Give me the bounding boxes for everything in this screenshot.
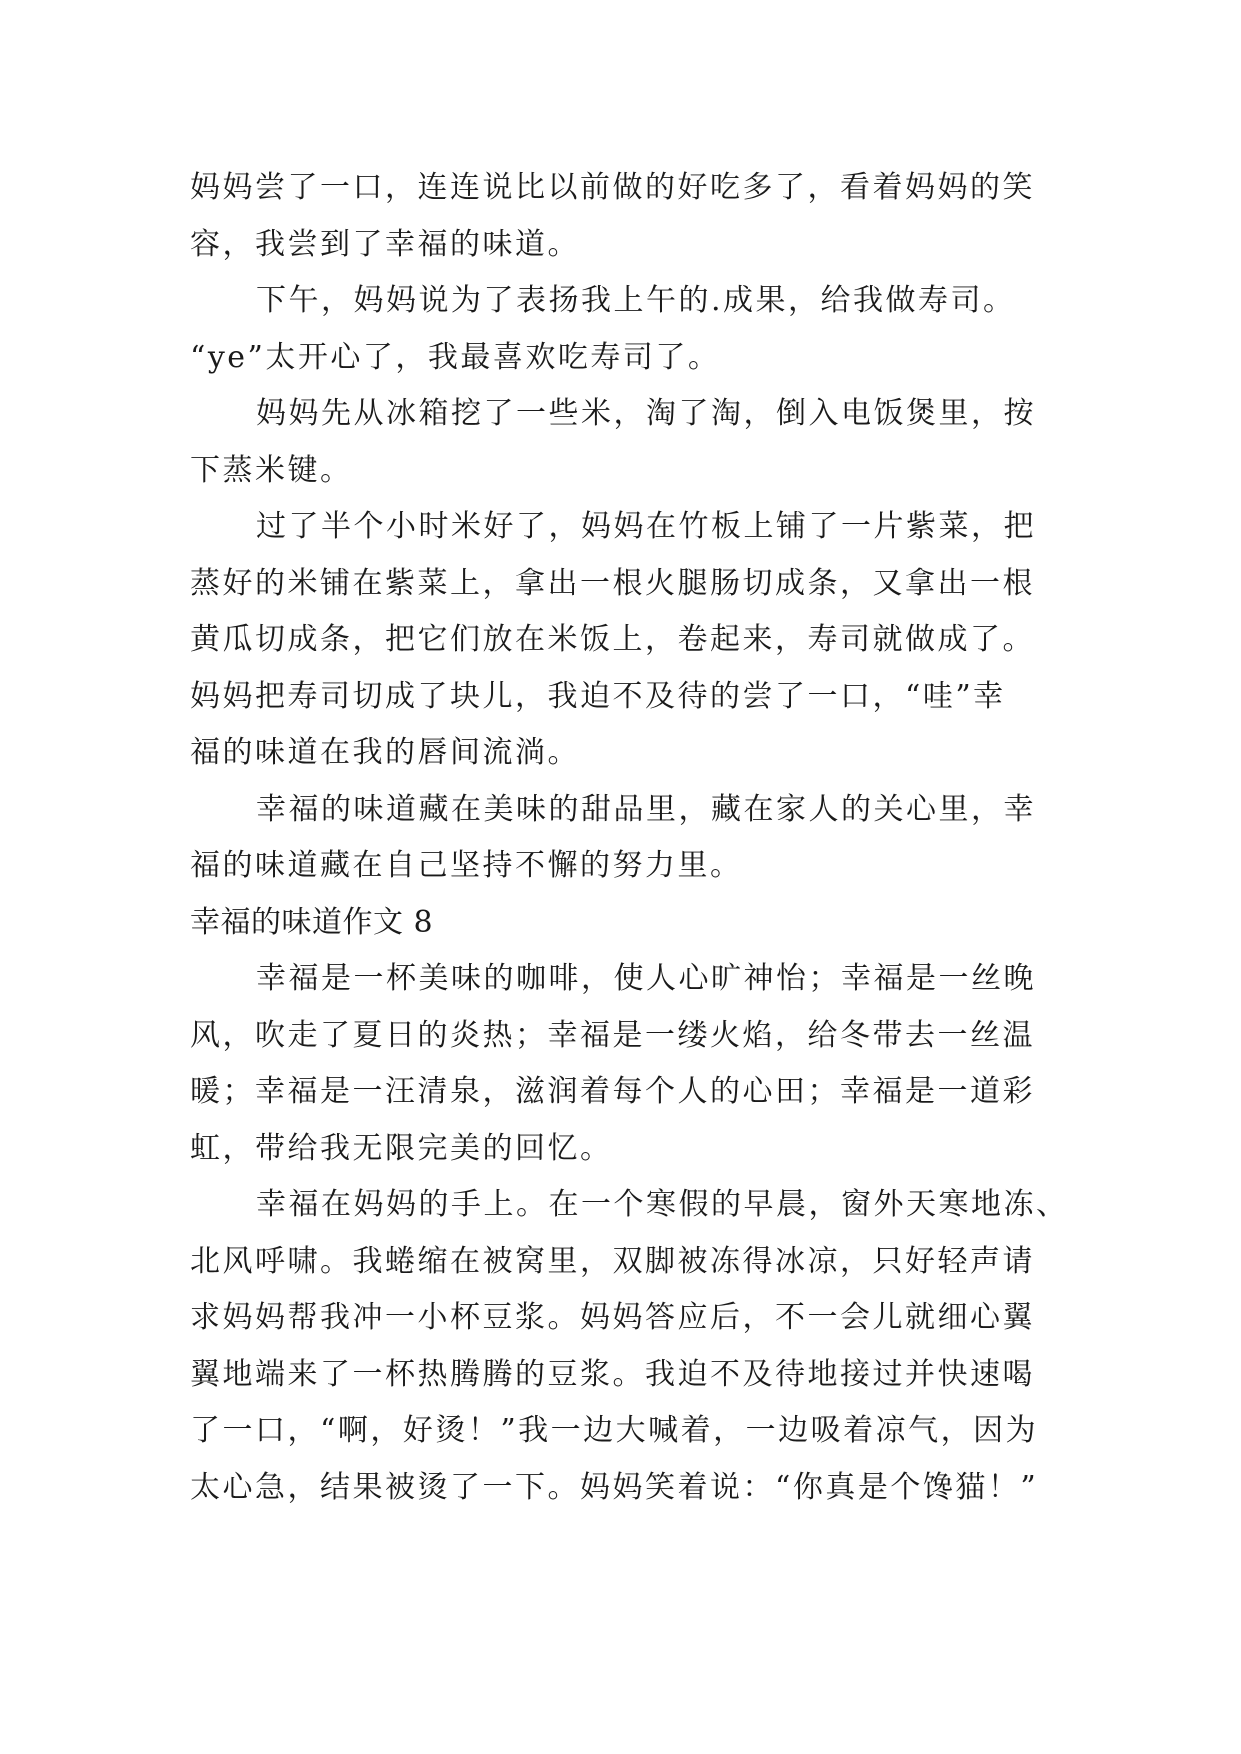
text-line: 下午，妈妈说为了表扬我上午的.成果，给我做寿司。 [256,283,1016,318]
text-line: 过了半个小时米好了，妈妈在竹板上铺了一片紫菜，把 [256,509,1036,544]
text-line: 黄瓜切成条，把它们放在米饭上，卷起来，寿司就做成了。 [190,622,1035,657]
text-line: 太心急，结果被烫了一下。妈妈笑着说：“你真是个馋猫！” [190,1469,1039,1505]
text-line: 下蒸米键。 [190,452,353,488]
text-line: 风，吹走了夏日的炎热；幸福是一缕火焰，给冬带去一丝温 [190,1017,1035,1053]
text-line: 幸福的味道藏在美味的甜品里，藏在家人的关心里，幸 [256,791,1036,827]
text-line: 妈妈尝了一口，连连说比以前做的好吃多了，看着妈妈的笑 [190,170,1035,205]
text-line: 虹，带给我无限完美的回忆。 [190,1130,613,1166]
text-line: 了一口，“啊，好烫！”我一边大喊着，一边吸着凉气，因为 [190,1413,1039,1448]
text-line: 蒸好的米铺在紫菜上，拿出一根火腿肠切成条，又拿出一根 [190,565,1035,601]
text-line: 妈妈先从冰箱挖了一些米，淘了淘，倒入电饭煲里，按 [256,396,1036,431]
document-body [190,160,1070,1516]
text-line: “ye”太开心了，我最喜欢吃寿司了。 [190,339,721,375]
text-line: 暖；幸福是一汪清泉，滋润着每个人的心田；幸福是一道彩 [190,1074,1035,1109]
document-page [190,160,1070,1516]
text-line: 求妈妈帮我冲一小杯豆浆。妈妈答应后，不一会儿就细心翼 [190,1300,1035,1335]
text-line: 妈妈把寿司切成了块儿，我迫不及待的尝了一口，“哇”幸 [190,678,1006,714]
text-line: 容，我尝到了幸福的味道。 [190,226,580,262]
text-line: 福的味道藏在自己坚持不懈的努力里。 [190,848,743,883]
text-line: 翼地端来了一杯热腾腾的豆浆。我迫不及待地接过并快速喝 [190,1356,1035,1392]
section-heading: 幸福的味道作文 8 [190,904,434,940]
text-line: 幸福是一杯美味的咖啡，使人心旷神怡；幸福是一丝晚 [256,961,1036,996]
text-line: 北风呼啸。我蜷缩在被窝里，双脚被冻得冰凉，只好轻声请 [190,1243,1035,1279]
text-line: 幸福在妈妈的手上。在一个寒假的早晨，窗外天寒地冻、 [256,1187,1069,1222]
text-line: 福的味道在我的唇间流淌。 [190,735,580,770]
